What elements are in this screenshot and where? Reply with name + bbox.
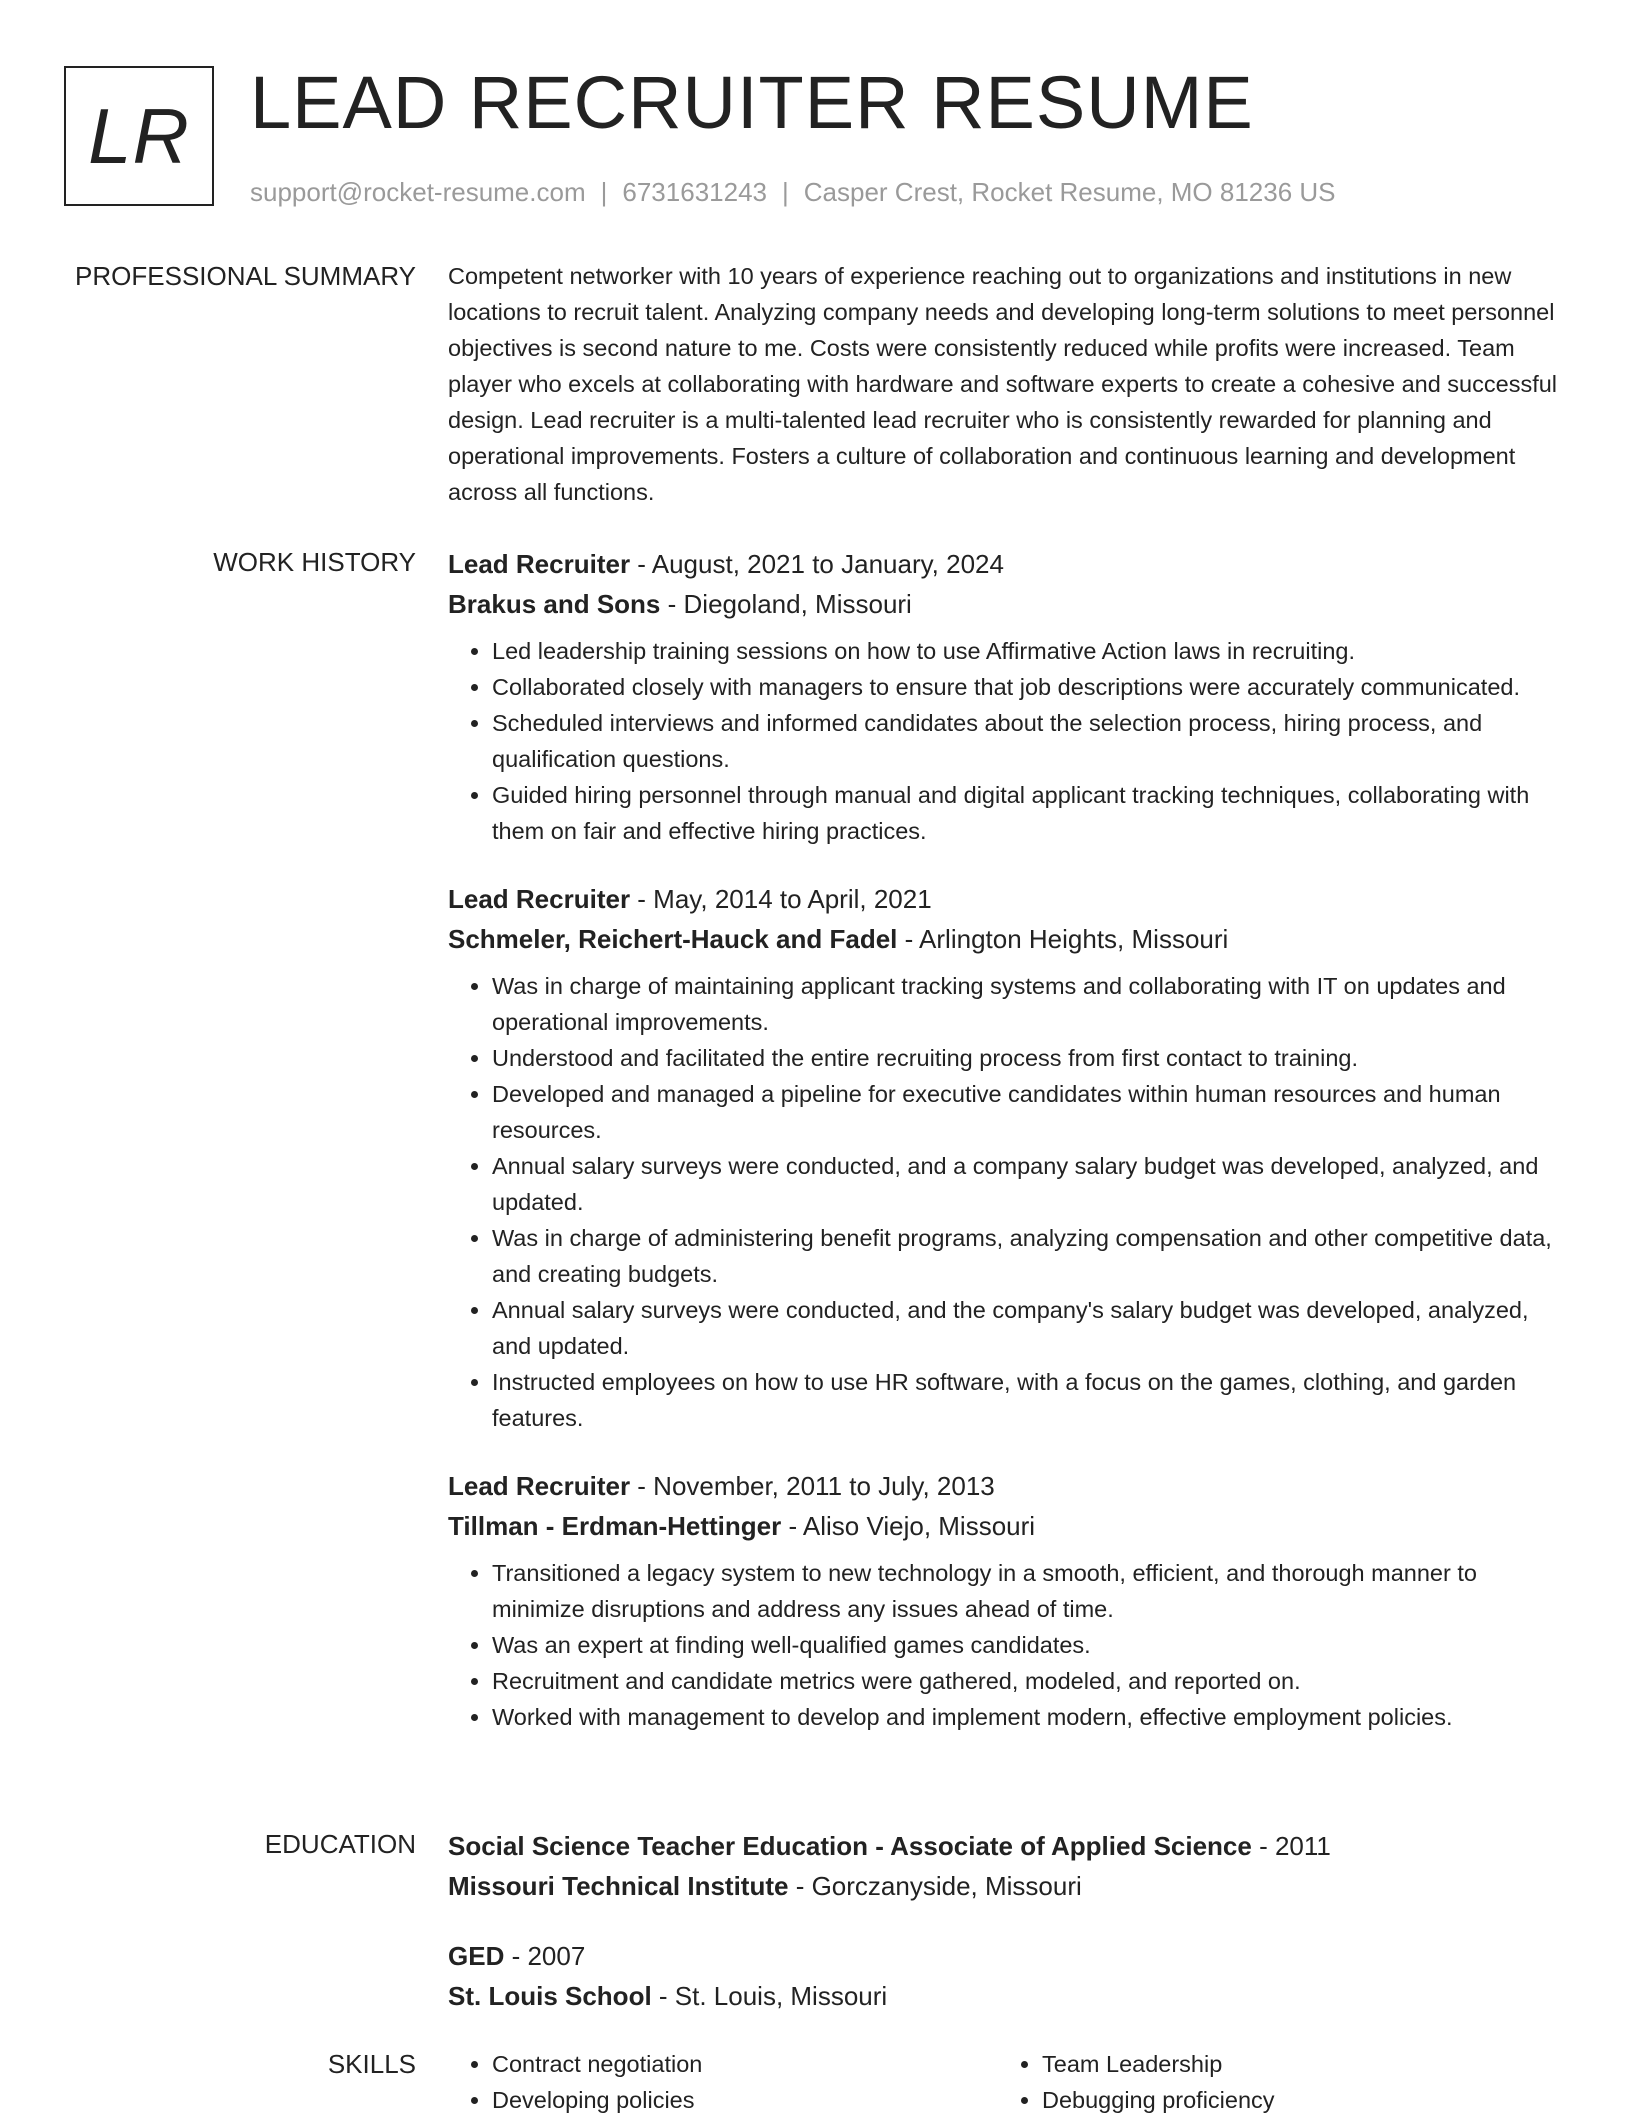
job-bullet: • Collaborated closely with managers to ensure that job descriptions were accurately communicated. [492,669,1568,705]
job-bullet: • Annual salary surveys were conducted, and a company salary budget was developed, analyzed, and updated. [492,1148,1568,1220]
skills-list-left [448,2046,998,2118]
job-title: Lead Recruiter [448,549,631,579]
skill-item: • Developing policies [492,2082,998,2118]
job-company: Brakus and Sons [448,589,661,619]
job-bullet: • Led leadership training sessions on how to use Affirmative Action laws in recruiting. [492,633,1568,669]
education-entry [448,1936,1568,2016]
resume-title: LEAD RECRUITER RESUME [250,61,1254,144]
contact-separator: | [600,177,608,207]
contact-separator: | [782,177,789,207]
job-dates: - August, 2021 to January, 2024 [630,549,1004,579]
job-bullet: • Scheduled interviews and informed candidates about the selection process, hiring process, and qualification questions. [492,705,1568,777]
job-bullet: • Instructed employees on how to use HR software, with a focus on the games, clothing, and garden features. [492,1364,1568,1436]
summary-text: Competent networker with 10 years of experience reaching out to organizations and institutions in new locations to recruit talent. Analyzing company needs and developing long-term solutions to meet personnel objectives is second nature to me. Costs were consistently reduced while profits were increased. Team player who excels at collaborating with hardware and software experts to create a cohesive and successful design. Lead recruiter is a multi-talented lead recruiter who is consistently rewarded for planning and operational improvements. Fosters a culture of collaboration and continuous learning and development across all functions. [448,263,1558,505]
job-bullet: • Developed and managed a pipeline for executive candidates within human resources and human resources. [492,1076,1568,1148]
education-entry [448,1826,1568,1906]
education-location: - St. Louis, Missouri [651,1981,888,2011]
job-entry [448,879,1568,1436]
education-year: - 2007 [504,1941,586,1971]
skill-item: • Debugging proficiency [1042,2082,1548,2118]
job-entry [448,544,1568,849]
contact-line [250,174,1336,210]
contact-address: Casper Crest, Rocket Resume, MO 81236 US [803,177,1336,207]
job-title: Lead Recruiter [448,1471,631,1501]
job-location: - Diegoland, Missouri [660,589,912,619]
monogram-logo: LR [64,66,214,206]
job-bullets [448,968,1568,1436]
contact-phone: 6731631243 [622,177,767,207]
contact-email: support@rocket-resume.com [250,177,586,207]
education-degree: Social Science Teacher Education - Associate of Applied Science [448,1831,1252,1861]
job-bullet: • Annual salary surveys were conducted, and the company's salary budget was developed, analyzed, and updated. [492,1292,1568,1364]
job-location: - Arlington Heights, Missouri [897,924,1229,954]
job-title: Lead Recruiter [448,884,631,914]
job-bullet: • Was in charge of maintaining applicant tracking systems and collaborating with IT on updates and operational improvements. [492,968,1568,1040]
job-bullet: • Was an expert at finding well-qualified games candidates. [492,1627,1568,1663]
job-dates: - November, 2011 to July, 2013 [630,1471,995,1501]
skill-item: • Team Leadership [1042,2046,1548,2082]
section-label-education: EDUCATION [264,1829,416,1859]
job-bullets [448,1555,1568,1735]
job-dates: - May, 2014 to April, 2021 [630,884,932,914]
section-label-skills: SKILLS [327,2049,416,2079]
education-location: - Gorczanyside, Missouri [788,1871,1082,1901]
job-bullet: • Transitioned a legacy system to new technology in a smooth, efficient, and thorough manner to minimize disruptions and address any issues ahead of time. [492,1555,1568,1627]
education-year: - 2011 [1251,1831,1331,1861]
skill-item: • Contract negotiation [492,2046,998,2082]
job-bullet: • Guided hiring personnel through manual and digital applicant tracking techniques, collaborating with them on fair and effective hiring practices. [492,777,1568,849]
job-company: Tillman - Erdman-Hettinger [448,1511,782,1541]
job-bullets [448,633,1568,849]
job-location: - Aliso Viejo, Missouri [781,1511,1036,1541]
job-bullet: • Was in charge of administering benefit programs, analyzing compensation and other competitive data, and creating budgets. [492,1220,1568,1292]
job-bullet: • Worked with management to develop and implement modern, effective employment policies. [492,1699,1568,1735]
section-label-work-history: WORK HISTORY [213,547,416,577]
section-label-summary: PROFESSIONAL SUMMARY [75,261,416,291]
job-entry [448,1466,1568,1735]
job-company: Schmeler, Reichert-Hauck and Fadel [448,924,898,954]
job-bullet: • Recruitment and candidate metrics were gathered, modeled, and reported on. [492,1663,1568,1699]
skills-list-right [998,2046,1548,2118]
education-school: Missouri Technical Institute [448,1871,789,1901]
education-school: St. Louis School [448,1981,652,2011]
education-degree: GED [448,1941,505,1971]
job-bullet: • Understood and facilitated the entire recruiting process from first contact to training. [492,1040,1568,1076]
